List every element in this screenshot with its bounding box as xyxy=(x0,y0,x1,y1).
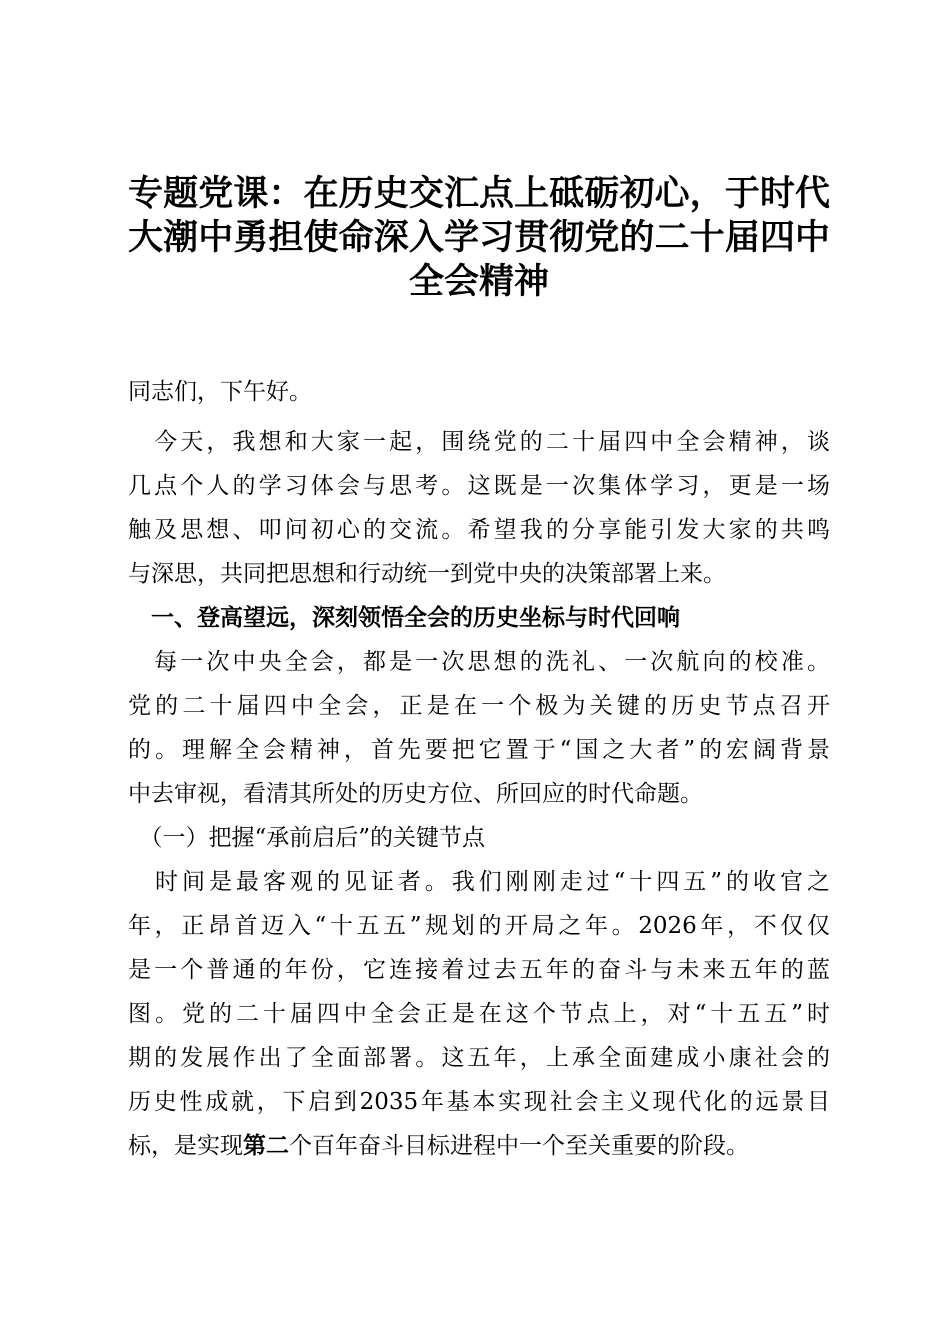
text-line: （一）把握“承前启后”的关键节点 xyxy=(128,825,486,851)
text-segment: 标，是实现 xyxy=(128,1133,243,1159)
text-line: 每一次中央全会，都是一次思想的洗礼、一次航向的校准。 xyxy=(128,649,830,675)
text-line: 今天，我想和大家一起，围绕党的二十届四中全会精神，谈 xyxy=(128,429,830,455)
bold-text: 第二 xyxy=(243,1132,289,1159)
text-line: 与深思，共同把思想和行动统一到党中央的决策部署上来。 xyxy=(128,561,726,587)
subsection-heading xyxy=(128,816,830,860)
title-line: 大潮中勇担使命深入学习贯彻党的二十届四中 xyxy=(128,217,830,258)
text-segment: 个百年奋斗目标进程中一个至关重要的阶段。 xyxy=(289,1133,749,1159)
document-title xyxy=(128,172,830,304)
text-line: 触及思想、叩问初心的交流。希望我的分享能引发大家的共鸣 xyxy=(128,517,830,543)
title-line: 专题党课：在历史交汇点上砥砺初心，于时代 xyxy=(128,173,830,214)
title-line: 全会精神 xyxy=(408,261,549,302)
text-line: 是一个普通的年份，它连接着过去五年的奋斗与未来五年的蓝 xyxy=(128,957,830,983)
paragraph xyxy=(128,640,830,816)
text-line: 几点个人的学习体会与思考。这既是一次集体学习，更是一场 xyxy=(128,473,830,499)
text-line xyxy=(128,1124,830,1168)
text-line: 年，正昂首迈入“十五五”规划的开局之年。2026年，不仅仅 xyxy=(128,913,830,939)
paragraph xyxy=(128,860,830,1168)
text-line: 一、登高望远，深刻领悟全会的历史坐标与时代回响 xyxy=(128,605,680,631)
text-line: 期的发展作出了全面部署。这五年，上承全面建成小康社会的 xyxy=(128,1045,830,1071)
text-line: 中去审视，看清其所处的历史方位、所回应的时代命题。 xyxy=(128,781,703,807)
text-line: 历史性成就，下启到2035年基本实现社会主义现代化的远景目 xyxy=(128,1089,830,1115)
text-line: 的。理解全会精神，首先要把它置于“国之大者”的宏阔背景 xyxy=(128,737,830,763)
text-line: 同志们，下午好。 xyxy=(128,379,312,405)
section-heading xyxy=(128,596,830,640)
text-line: 图。党的二十届四中全会正是在这个节点上，对“十五五”时 xyxy=(128,1001,830,1027)
paragraph xyxy=(128,420,830,596)
text-line: 党的二十届四中全会，正是在一个极为关键的历史节点召开 xyxy=(128,693,830,719)
document-body xyxy=(128,370,830,1168)
greeting xyxy=(128,370,830,414)
text-line: 时间是最客观的见证者。我们刚刚走过“十四五”的收官之 xyxy=(128,869,830,895)
